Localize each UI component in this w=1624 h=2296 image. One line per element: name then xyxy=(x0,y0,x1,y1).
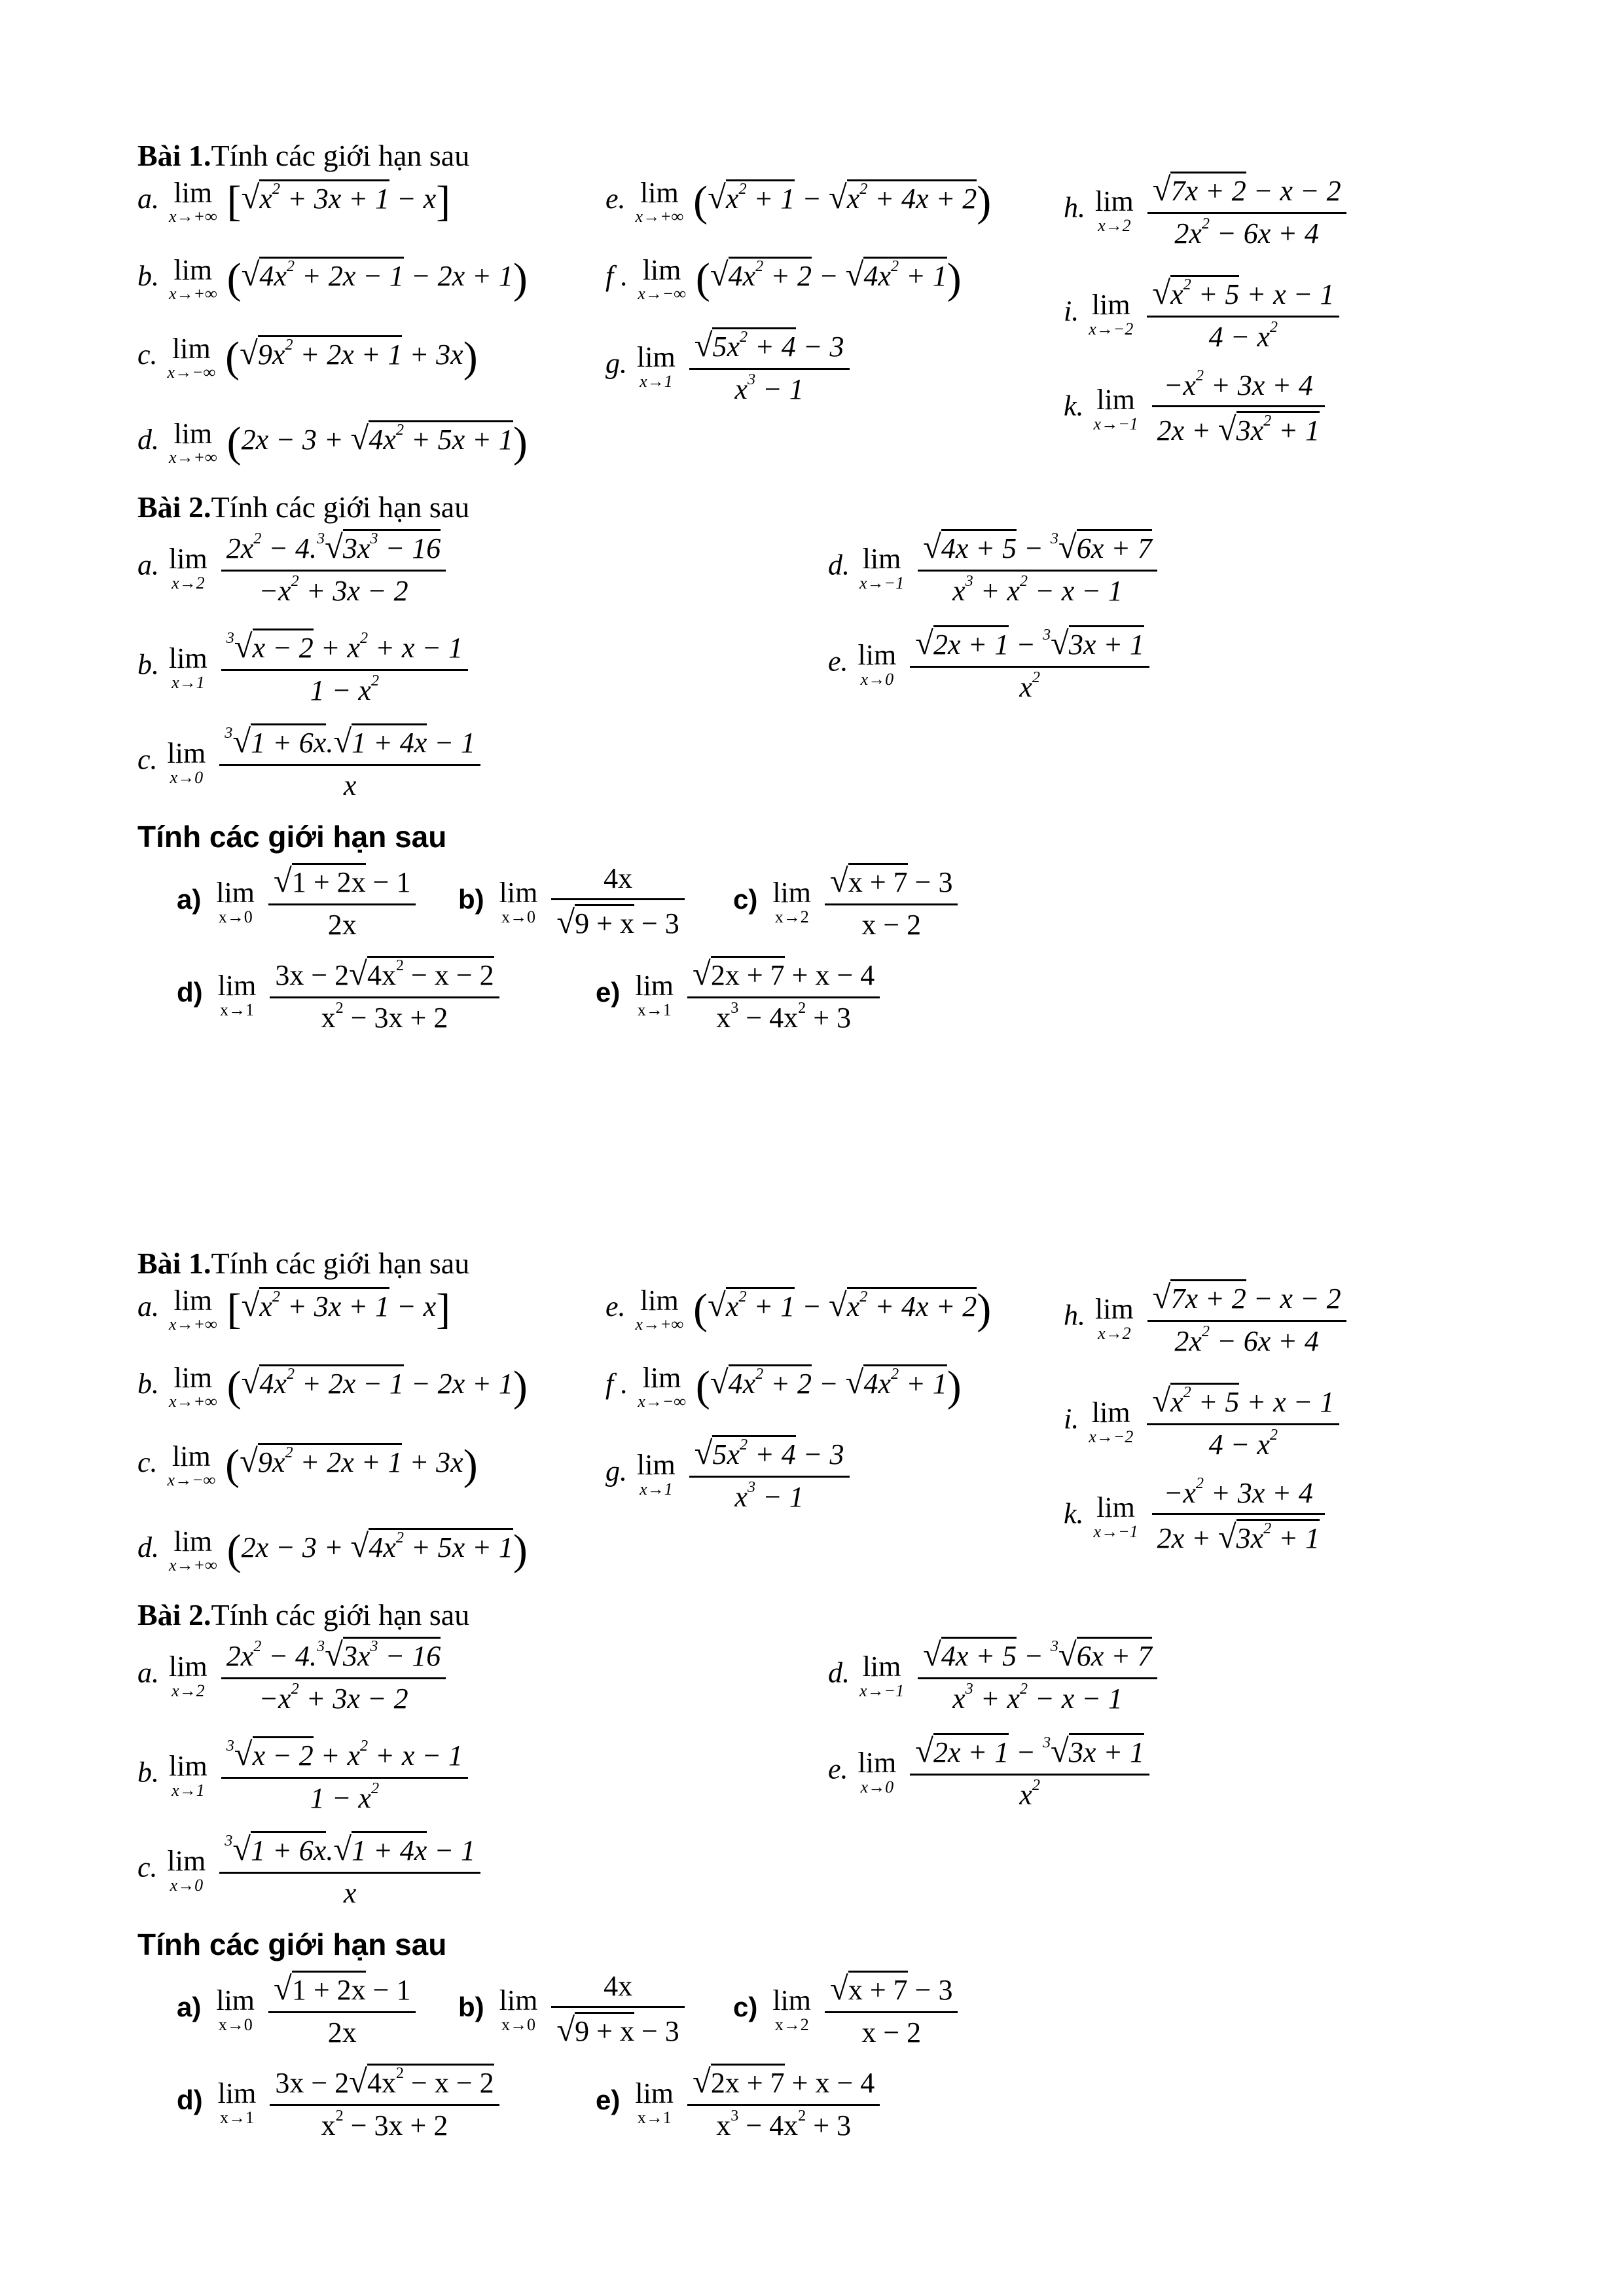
bai1-title-text: Tính các giới hạn sau xyxy=(211,1247,470,1280)
bai1-problem-b: b. lim x→+∞ $(√4x^2 + 2x - 1 - 2x + 1)$ xyxy=(137,1362,528,1412)
bai3-problem-c: c) lim x→2 $\frac{√x + 7 - 3}{x - 2}$ xyxy=(733,863,962,941)
bai1-problem-f: f . lim x→−∞ $(√4x^2 + 2 - √4x^2 + 1)$ xyxy=(605,1362,962,1412)
bai2-title-bold: Bài 2. xyxy=(137,1598,211,1631)
bai3-heading: Tính các giới hạn sau xyxy=(137,820,447,854)
bai1-problem-a: a. lim x→+∞ $[√x^2 + 3x + 1 - x]$ xyxy=(137,177,451,227)
worksheet-copy-2 xyxy=(0,1108,1624,2214)
bai2-title-text: Tính các giới hạn sau xyxy=(211,1598,470,1631)
bai3-problem-b: b) lim x→0 $\frac{4x}{√9 + x - 3}$ xyxy=(458,863,689,941)
bai1-problem-g: g. lim x→1 $\frac{√5x^2 + 4 - 3}{x^3 - 1}$ xyxy=(605,1435,854,1513)
bai2-problem-c: c. lim x→0 $\frac{^3√1 + 6x.√1 + 4x - 1}{x}$ xyxy=(137,723,484,801)
bai2-heading xyxy=(137,492,469,522)
bai2-problem-a: a. lim x→2 $\frac{2x^2 - 4.^3√3x^3 - 16}{-x^2 + 3x - 2}$ xyxy=(137,529,450,607)
bai1-problem-f: f . lim x→−∞ $(√4x^2 + 2 - √4x^2 + 1)$ xyxy=(605,254,962,304)
bai1-problem-d: d. lim x→+∞ $(2x - 3 + √4x^2 + 5x + 1)$ xyxy=(137,418,528,467)
bai1-problem-d: d. lim x→+∞ $(2x - 3 + √4x^2 + 5x + 1)$ xyxy=(137,1525,528,1575)
bai1-title-bold: Bài 1. xyxy=(137,1247,211,1280)
bai3-problem-d: d) lim x→1 $\frac{3x - 2√4x^2 - x - 2}{x^2 - 3x + 2}$ xyxy=(177,956,503,1034)
bai2-problem-a: a. lim x→2 $\frac{2x^2 - 4.^3√3x^3 - 16}{-x^2 + 3x - 2}$ xyxy=(137,1637,450,1715)
bai3-problem-d: d) lim x→1 $\frac{3x - 2√4x^2 - x - 2}{x^2 - 3x + 2}$ xyxy=(177,2064,503,2141)
bai1-problem-a: a. lim x→+∞ $[√x^2 + 3x + 1 - x]$ xyxy=(137,1285,451,1334)
bai1-title-bold: Bài 1. xyxy=(137,139,211,172)
bai3-problem-e: e) lim x→1 $\frac{√2x + 7 + x - 4}{x^3 - 4x^2 + 3}$ xyxy=(596,2064,884,2141)
bai3-problem-e: e) lim x→1 $\frac{√2x + 7 + x - 4}{x^3 - 4x^2 + 3}$ xyxy=(596,956,884,1034)
bai1-problem-i: i. lim x→−2 $\frac{√x^2 + 5 + x - 1}{4 - x^2}$ xyxy=(1064,275,1343,353)
bai1-title-text: Tính các giới hạn sau xyxy=(211,139,470,172)
bai2-title-text: Tính các giới hạn sau xyxy=(211,490,470,524)
bai2-problem-d: d. lim x→−1 $\frac{√4x + 5 - ^3√6x + 7}{x^3 + x^2 - x - 1}$ xyxy=(828,1637,1161,1715)
bai2-problem-d: d. lim x→−1 $\frac{√4x + 5 - ^3√6x + 7}{x^3 + x^2 - x - 1}$ xyxy=(828,529,1161,607)
bai2-problem-c: c. lim x→0 $\frac{^3√1 + 6x.√1 + 4x - 1}{x}$ xyxy=(137,1831,484,1909)
bai3-problem-a: a) lim x→0 $\frac{√1 + 2x - 1}{2x}$ xyxy=(177,863,420,941)
bai1-heading xyxy=(137,1248,469,1279)
bai3-problem-b: b) lim x→0 $\frac{4x}{√9 + x - 3}$ xyxy=(458,1971,689,2049)
bai3-problem-c: c) lim x→2 $\frac{√x + 7 - 3}{x - 2}$ xyxy=(733,1971,962,2049)
bai2-problem-e: e. lim x→0 $\frac{√2x + 1 - ^3√3x + 1}{x^2}$ xyxy=(828,1733,1153,1811)
bai1-problem-h: h. lim x→2 $\frac{√7x + 2 - x - 2}{2x^2 - 6x + 4}$ xyxy=(1064,172,1350,249)
bai2-title-bold: Bài 2. xyxy=(137,490,211,524)
bai1-problem-g: g. lim x→1 $\frac{√5x^2 + 4 - 3}{x^3 - 1}$ xyxy=(605,327,854,405)
bai2-problem-b: b. lim x→1 $\frac{^3√x - 2 + x^2 + x - 1}{1 - x^2}$ xyxy=(137,629,472,706)
bai2-problem-e: e. lim x→0 $\frac{√2x + 1 - ^3√3x + 1}{x^2}$ xyxy=(828,625,1153,703)
bai1-problem-c: c. lim x→−∞ $(√9x^2 + 2x + 1 + 3x)$ xyxy=(137,1440,478,1490)
bai3-heading: Tính các giới hạn sau xyxy=(137,1927,447,1961)
bai1-problem-c: c. lim x→−∞ $(√9x^2 + 2x + 1 + 3x)$ xyxy=(137,333,478,382)
bai3-problem-a: a) lim x→0 $\frac{√1 + 2x - 1}{2x}$ xyxy=(177,1971,420,2049)
bai1-problem-b: b. lim x→+∞ $(√4x^2 + 2x - 1 - 2x + 1)$ xyxy=(137,254,528,304)
bai1-problem-k: k. lim x→−1 $\frac{-x^2 + 3x + 4}{2x + √3x^2 + 1}$ xyxy=(1064,370,1329,448)
bai2-heading xyxy=(137,1600,469,1630)
bai1-problem-e: e. lim x→+∞ $(√x^2 + 1 - √x^2 + 4x + 2)$ xyxy=(605,177,992,227)
bai1-problem-e: e. lim x→+∞ $(√x^2 + 1 - √x^2 + 4x + 2)$ xyxy=(605,1285,992,1334)
bai1-problem-i: i. lim x→−2 $\frac{√x^2 + 5 + x - 1}{4 - x^2}$ xyxy=(1064,1383,1343,1461)
bai1-problem-k: k. lim x→−1 $\frac{-x^2 + 3x + 4}{2x + √3x^2 + 1}$ xyxy=(1064,1478,1329,1556)
bai1-problem-h: h. lim x→2 $\frac{√7x + 2 - x - 2}{2x^2 - 6x + 4}$ xyxy=(1064,1279,1350,1357)
worksheet-copy-1 xyxy=(0,0,1624,1106)
bai1-heading xyxy=(137,141,469,171)
bai2-problem-b: b. lim x→1 $\frac{^3√x - 2 + x^2 + x - 1}{1 - x^2}$ xyxy=(137,1736,472,1814)
